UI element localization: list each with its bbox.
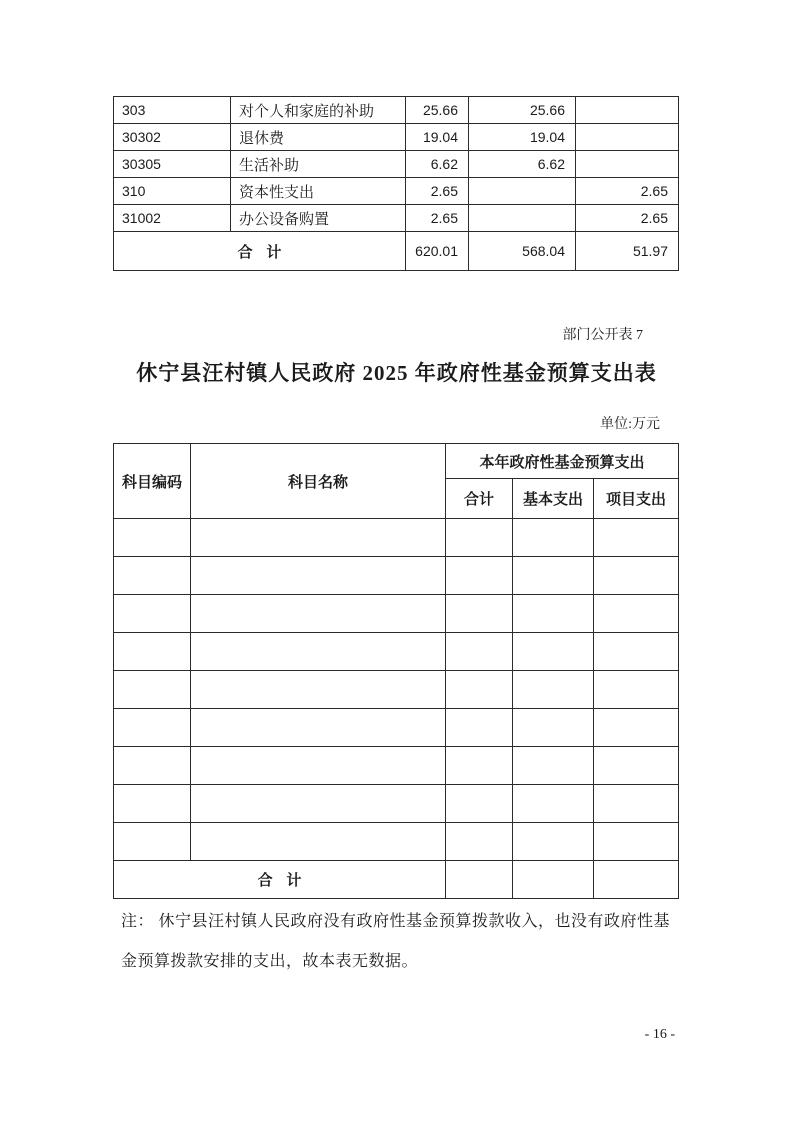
- doc-sheet-label: 部门公开表 7: [562, 328, 643, 343]
- empty-cell: [114, 671, 191, 709]
- empty-cell: [594, 519, 679, 557]
- table-row: [114, 97, 679, 124]
- subject-code: 30302: [114, 124, 231, 151]
- subject-name: 资本性支出: [231, 178, 406, 205]
- header-basic: 基本支出: [513, 479, 594, 519]
- fund-table-empty-row: [114, 519, 679, 557]
- empty-cell: [513, 747, 594, 785]
- basic-value: [469, 178, 576, 205]
- basic-value: 568.04: [469, 232, 576, 271]
- empty-cell: [446, 671, 513, 709]
- empty-cell: [114, 595, 191, 633]
- empty-cell: [446, 823, 513, 861]
- empty-cell: [114, 519, 191, 557]
- subject-code: 31002: [114, 205, 231, 232]
- page-title: 休宁县汪村镇人民政府 2025 年政府性基金预算支出表: [136, 361, 657, 385]
- empty-cell: [191, 519, 446, 557]
- fund-table-empty-row: [114, 823, 679, 861]
- empty-cell: [191, 747, 446, 785]
- empty-cell: [446, 785, 513, 823]
- subject-code: 303: [114, 97, 231, 124]
- empty-cell: [594, 633, 679, 671]
- table-row: [114, 124, 679, 151]
- basic-value: 25.66: [469, 97, 576, 124]
- header-project: 项目支出: [594, 479, 679, 519]
- empty-cell: [594, 709, 679, 747]
- total-label: 合 计: [114, 861, 446, 899]
- empty-cell: [191, 595, 446, 633]
- fund-table-empty-row: [114, 671, 679, 709]
- subject-name: 办公设备购置: [231, 205, 406, 232]
- empty-cell: [114, 823, 191, 861]
- budget-expenditure-table-continued: [113, 96, 679, 271]
- table-row: [114, 205, 679, 232]
- header-row: [114, 444, 679, 479]
- empty-cell: [191, 709, 446, 747]
- empty-cell: [446, 633, 513, 671]
- total-value: [446, 861, 513, 899]
- empty-cell: [446, 519, 513, 557]
- empty-cell: [191, 823, 446, 861]
- project-value: [576, 97, 679, 124]
- empty-cell: [446, 557, 513, 595]
- fund-table-empty-row: [114, 633, 679, 671]
- empty-cell: [513, 709, 594, 747]
- basic-value: [513, 861, 594, 899]
- note-line: 金预算拨款安排的支出，故本表无数据。: [121, 953, 419, 970]
- empty-cell: [114, 747, 191, 785]
- total-value: 25.66: [406, 97, 469, 124]
- header-group: 本年政府性基金预算支出: [446, 444, 679, 479]
- total-value: 2.65: [406, 205, 469, 232]
- page-number: - 16 -: [644, 1027, 675, 1042]
- fund-budget-expenditure-table: [113, 443, 679, 899]
- basic-value: 19.04: [469, 124, 576, 151]
- empty-cell: [594, 595, 679, 633]
- empty-cell: [594, 823, 679, 861]
- empty-cell: [513, 671, 594, 709]
- basic-value: 6.62: [469, 151, 576, 178]
- empty-cell: [513, 633, 594, 671]
- empty-cell: [114, 785, 191, 823]
- total-value: 620.01: [406, 232, 469, 271]
- empty-cell: [191, 785, 446, 823]
- header-subject-name: 科目名称: [191, 444, 446, 519]
- project-value: 51.97: [576, 232, 679, 271]
- empty-cell: [114, 709, 191, 747]
- empty-cell: [594, 671, 679, 709]
- unit-label: 单位:万元: [600, 417, 660, 432]
- note-line: 注： 休宁县汪村镇人民政府没有政府性基金预算拨款收入，也没有政府性基: [121, 913, 671, 930]
- empty-cell: [446, 747, 513, 785]
- subject-name: 对个人和家庭的补助: [231, 97, 406, 124]
- subject-name: 生活补助: [231, 151, 406, 178]
- total-value: 6.62: [406, 151, 469, 178]
- empty-cell: [191, 633, 446, 671]
- fund-table-empty-row: [114, 557, 679, 595]
- fund-table-empty-row: [114, 709, 679, 747]
- empty-cell: [513, 595, 594, 633]
- project-value: [594, 861, 679, 899]
- project-value: 2.65: [576, 205, 679, 232]
- empty-cell: [114, 633, 191, 671]
- header-total: 合计: [446, 479, 513, 519]
- basic-value: [469, 205, 576, 232]
- empty-cell: [513, 519, 594, 557]
- empty-cell: [594, 747, 679, 785]
- project-value: [576, 124, 679, 151]
- fund-table-empty-row: [114, 785, 679, 823]
- empty-cell: [594, 557, 679, 595]
- total-label: 合 计: [114, 232, 406, 271]
- empty-cell: [513, 557, 594, 595]
- empty-cell: [594, 785, 679, 823]
- empty-cell: [513, 823, 594, 861]
- project-value: [576, 151, 679, 178]
- fund-table-empty-row: [114, 595, 679, 633]
- header-subject-code: 科目编码: [114, 444, 191, 519]
- empty-cell: [513, 785, 594, 823]
- total-row: [114, 861, 679, 899]
- empty-cell: [446, 709, 513, 747]
- fund-table-empty-row: [114, 747, 679, 785]
- table-row: [114, 151, 679, 178]
- fund-table-empty-rows: [114, 519, 679, 861]
- empty-cell: [191, 557, 446, 595]
- subject-code: 310: [114, 178, 231, 205]
- empty-cell: [446, 595, 513, 633]
- total-row: [114, 232, 679, 271]
- subject-name: 退休费: [231, 124, 406, 151]
- empty-cell: [114, 557, 191, 595]
- subject-code: 30305: [114, 151, 231, 178]
- table-note: [121, 902, 673, 982]
- total-value: 2.65: [406, 178, 469, 205]
- table-row: [114, 178, 679, 205]
- empty-cell: [191, 671, 446, 709]
- project-value: 2.65: [576, 178, 679, 205]
- total-value: 19.04: [406, 124, 469, 151]
